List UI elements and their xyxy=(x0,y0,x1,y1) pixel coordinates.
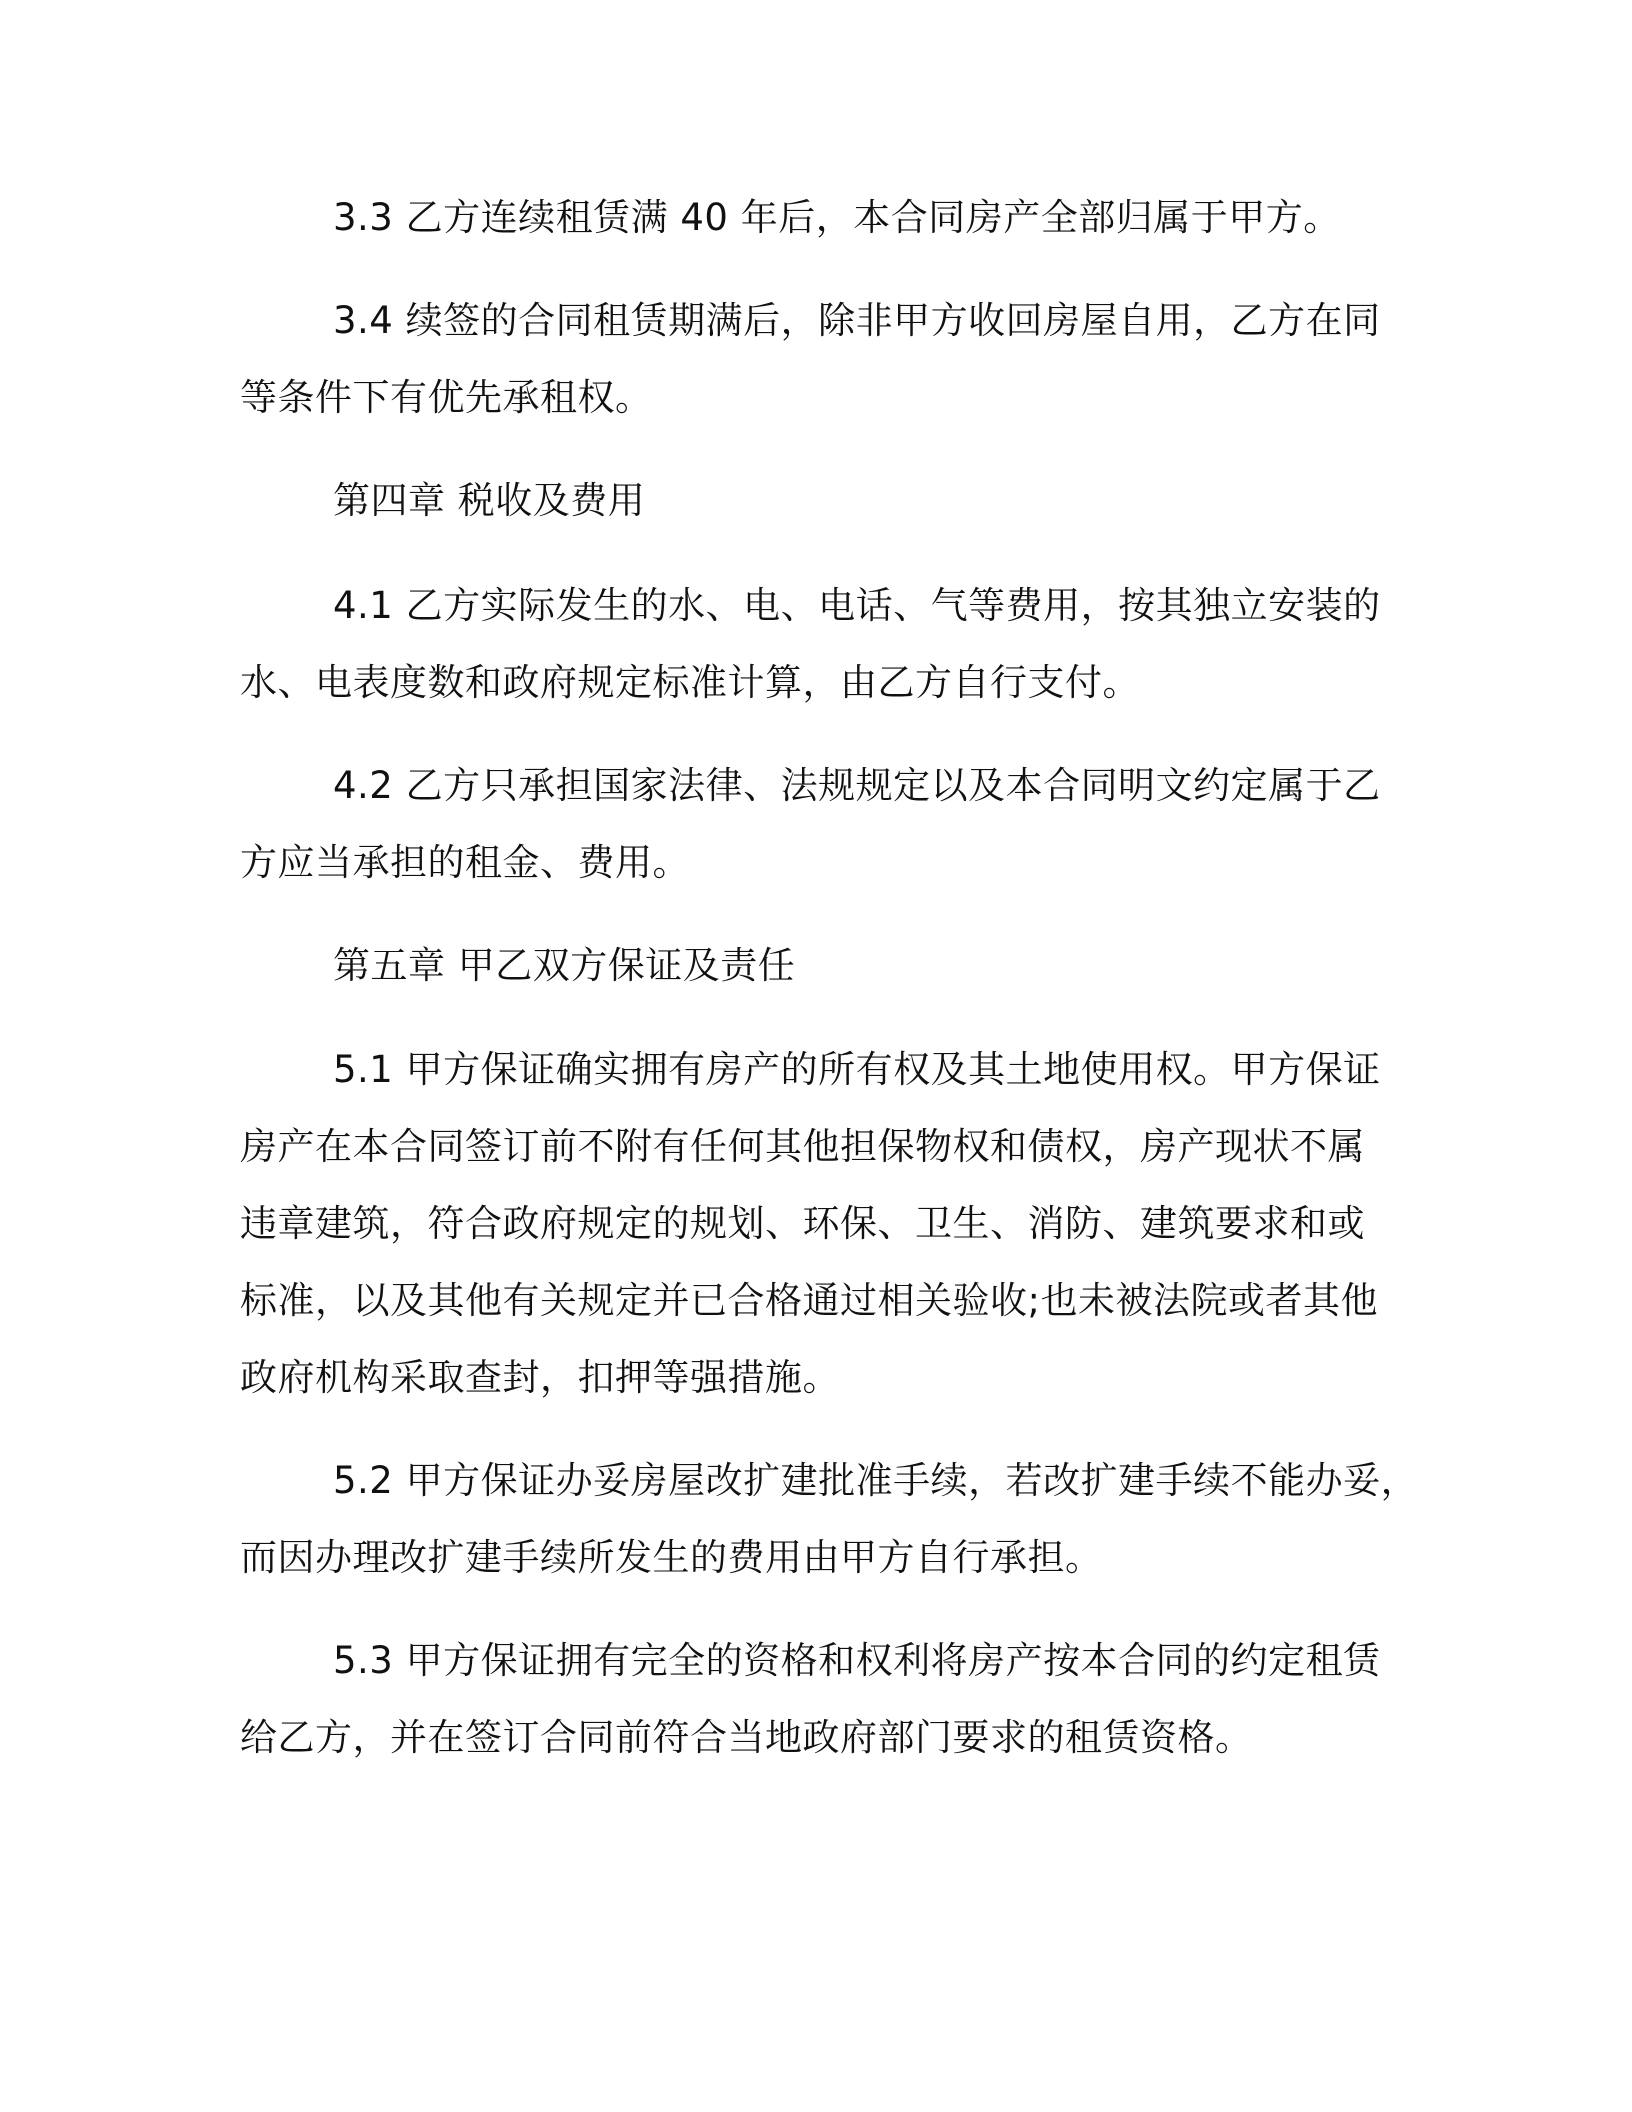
clause-5-1-line-2: 房产在本合同签订前不附有任何其他担保物权和债权，房产现状不属 xyxy=(240,1125,1365,1168)
clause-5-3-line-2: 给乙方，并在签订合同前符合当地政府部门要求的租赁资格。 xyxy=(240,1716,1253,1759)
clause-3-3-line-1: 3.3 乙方连续租赁满 40 年后，本合同房产全部归属于甲方。 xyxy=(333,196,1341,239)
clause-5-1-line-4: 标准，以及其他有关规定并已合格通过相关验收;也未被法院或者其他 xyxy=(240,1279,1378,1322)
clause-5-2-line-1: 5.2 甲方保证办妥房屋改扩建批准手续，若改扩建手续不能办妥， xyxy=(333,1459,1419,1502)
clause-4-2-line-1: 4.2 乙方只承担国家法律、法规规定以及本合同明文约定属于乙 xyxy=(333,764,1381,807)
chapter-5-heading: 第五章 甲乙双方保证及责任 xyxy=(333,944,796,987)
clause-5-1-line-1: 5.1 甲方保证确实拥有房产的所有权及其土地使用权。甲方保证 xyxy=(333,1048,1381,1091)
chapter-4-heading: 第四章 税收及费用 xyxy=(333,479,646,522)
clause-4-1-line-1: 4.1 乙方实际发生的水、电、电话、气等费用，按其独立安装的 xyxy=(333,584,1381,627)
clause-5-1-line-5: 政府机构采取查封，扣押等强措施。 xyxy=(240,1356,840,1399)
clause-5-1-line-3: 违章建筑，符合政府规定的规划、环保、卫生、消防、建筑要求和或 xyxy=(240,1202,1365,1245)
clause-3-4-line-1: 3.4 续签的合同租赁期满后，除非甲方收回房屋自用，乙方在同 xyxy=(333,299,1381,342)
clause-5-2-line-2: 而因办理改扩建手续所发生的费用由甲方自行承担。 xyxy=(240,1536,1103,1579)
clause-5-3-line-1: 5.3 甲方保证拥有完全的资格和权利将房产按本合同的约定租赁 xyxy=(333,1639,1381,1682)
clause-3-4-line-2: 等条件下有优先承租权。 xyxy=(240,376,653,419)
clause-4-1-line-2: 水、电表度数和政府规定标准计算，由乙方自行支付。 xyxy=(240,661,1140,704)
clause-4-2-line-2: 方应当承担的租金、费用。 xyxy=(240,841,690,884)
